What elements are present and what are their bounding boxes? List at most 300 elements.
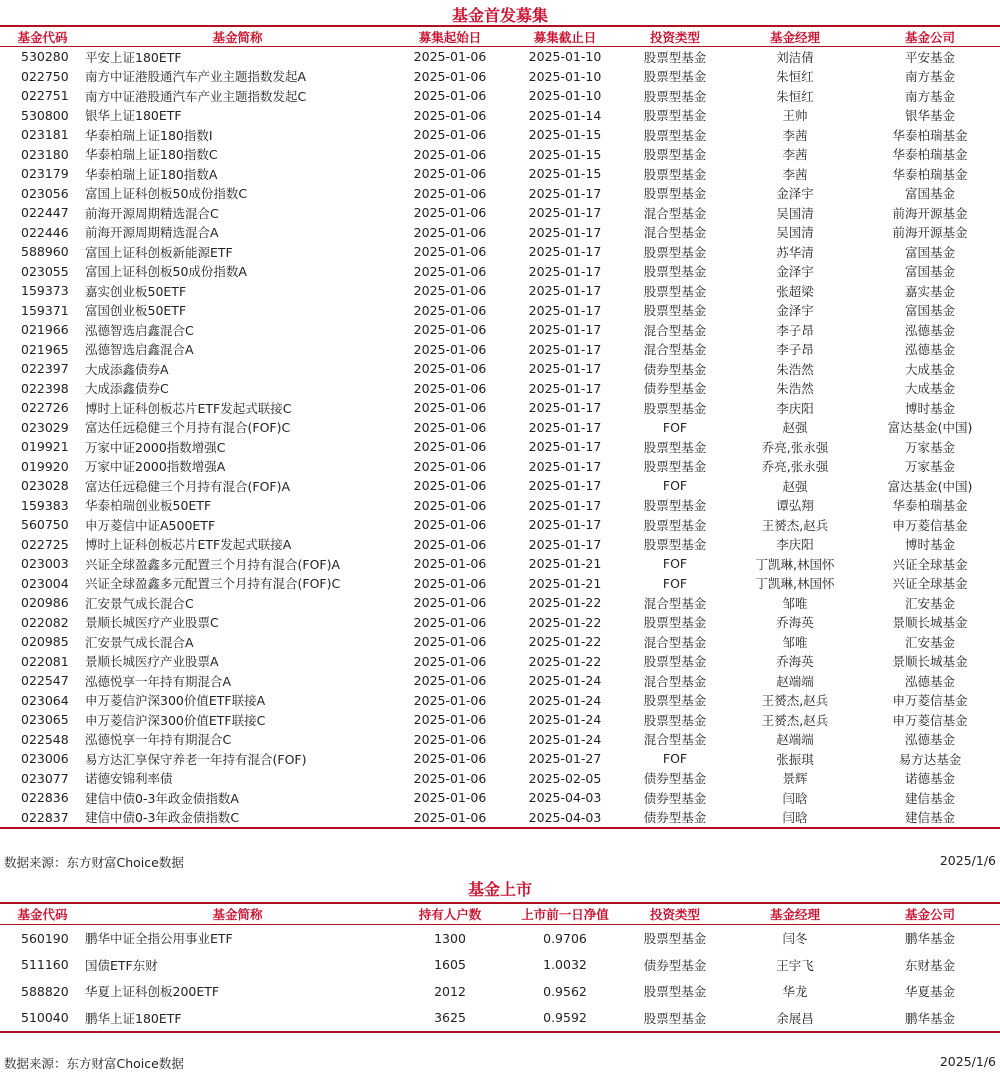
fund-code-cell: 159371 — [21, 302, 69, 318]
invest-type-cell: 股票型基金 — [643, 49, 707, 65]
fund-code-cell: 022547 — [21, 673, 69, 689]
fund-name-cell: 泓德智选启鑫混合A — [85, 342, 194, 358]
company-cell: 汇安基金 — [904, 634, 955, 650]
invest-type-cell: 股票型基金 — [643, 984, 707, 1000]
invest-type-cell: 股票型基金 — [643, 186, 707, 202]
end-date-cell: 2025-01-21 — [528, 556, 602, 572]
fund-code-cell: 022750 — [21, 68, 69, 84]
table-row — [0, 262, 1000, 282]
fund-name-cell: 华泰柏瑞上证180指数A — [85, 166, 218, 182]
manager-cell: 余展昌 — [776, 1010, 814, 1026]
start-date-cell: 2025-01-06 — [413, 634, 487, 650]
table-row — [0, 145, 1000, 165]
company-cell: 景顺长城基金 — [892, 654, 968, 670]
company-cell: 泓德基金 — [904, 342, 955, 358]
manager-cell: 赵强 — [782, 420, 808, 436]
end-date-cell: 2025-04-03 — [528, 809, 602, 825]
invest-type-cell: 股票型基金 — [643, 517, 707, 533]
manager-cell: 吴国清 — [776, 225, 814, 241]
fund-code-cell: 588960 — [21, 244, 69, 260]
fund-code-cell: 023056 — [21, 185, 69, 201]
manager-cell: 闫晗 — [782, 810, 808, 826]
invest-type-cell: 债券型基金 — [643, 957, 707, 973]
company-cell: 华泰柏瑞基金 — [892, 498, 968, 514]
invest-type-cell: FOF — [662, 478, 688, 494]
start-date-cell: 2025-01-06 — [413, 49, 487, 65]
fund-name-cell: 兴证全球盈鑫多元配置三个月持有混合(FOF)A — [85, 556, 341, 572]
manager-cell: 乔海英 — [776, 654, 814, 670]
end-date-cell: 2025-01-10 — [528, 49, 602, 65]
table-row — [0, 437, 1000, 457]
invest-type-cell: 股票型基金 — [643, 283, 707, 299]
launch-date: 2025/1/6 — [939, 853, 996, 868]
end-date-cell: 2025-04-03 — [528, 790, 602, 806]
manager-cell: 赵端端 — [776, 673, 814, 689]
start-date-cell: 2025-01-06 — [413, 497, 487, 513]
start-date-cell: 2025-01-06 — [413, 380, 487, 396]
end-date-cell: 2025-01-17 — [528, 224, 602, 240]
company-cell: 泓德基金 — [904, 322, 955, 338]
table-row — [0, 86, 1000, 106]
fund-code-cell: 023004 — [21, 575, 69, 591]
fund-code-cell: 022726 — [21, 400, 69, 416]
manager-cell: 金泽宇 — [776, 264, 814, 280]
manager-cell: 赵强 — [782, 478, 808, 494]
launch-table — [0, 25, 1000, 829]
end-date-cell: 2025-01-22 — [528, 614, 602, 630]
end-date-cell: 2025-01-24 — [528, 692, 602, 708]
company-cell: 前海开源基金 — [892, 225, 968, 241]
start-date-cell: 2025-01-06 — [413, 458, 487, 474]
manager-cell: 朱浩然 — [776, 361, 814, 377]
table-row — [0, 242, 1000, 262]
fund-code-cell: 022397 — [21, 361, 69, 377]
holders-cell: 2012 — [434, 983, 466, 999]
end-date-cell: 2025-01-24 — [528, 712, 602, 728]
invest-type-cell: 混合型基金 — [643, 732, 707, 748]
invest-type-cell: 股票型基金 — [643, 244, 707, 260]
table-row — [0, 47, 1000, 67]
invest-type-cell: 股票型基金 — [643, 712, 707, 728]
start-date-cell: 2025-01-06 — [413, 712, 487, 728]
fund-code-cell: 560190 — [21, 930, 69, 946]
manager-cell: 李子昂 — [776, 342, 814, 358]
end-date-cell: 2025-01-17 — [528, 497, 602, 513]
end-date-cell: 2025-01-17 — [528, 400, 602, 416]
company-cell: 平安基金 — [904, 49, 955, 65]
fund-name-cell: 申万菱信中证A500ETF — [85, 517, 216, 533]
company-cell: 大成基金 — [904, 361, 955, 377]
start-date-cell: 2025-01-06 — [413, 556, 487, 572]
end-date-cell: 2025-01-17 — [528, 458, 602, 474]
manager-cell: 华龙 — [782, 984, 808, 1000]
fund-code-cell: 023064 — [21, 692, 69, 708]
manager-cell: 乔海英 — [776, 615, 814, 631]
company-cell: 富国基金 — [904, 244, 955, 260]
fund-code-cell: 020985 — [21, 634, 69, 650]
listing-table — [0, 902, 1000, 1033]
header-end-date: 募集截止日 — [533, 29, 597, 45]
start-date-cell: 2025-01-06 — [413, 224, 487, 240]
header-fund-code: 基金代码 — [17, 29, 68, 45]
fund-code-cell: 022447 — [21, 205, 69, 221]
fund-code-cell: 159373 — [21, 283, 69, 299]
manager-cell: 邹唯 — [782, 634, 808, 650]
prev-nav-cell: 0.9562 — [543, 983, 587, 999]
start-date-cell: 2025-01-06 — [413, 322, 487, 338]
start-date-cell: 2025-01-06 — [413, 673, 487, 689]
invest-type-cell: 债券型基金 — [643, 790, 707, 806]
company-cell: 万家基金 — [904, 439, 955, 455]
company-cell: 嘉实基金 — [904, 283, 955, 299]
listing-date: 2025/1/6 — [939, 1054, 996, 1069]
company-cell: 博时基金 — [904, 400, 955, 416]
company-cell: 富达基金(中国) — [887, 420, 973, 436]
manager-cell: 闫冬 — [782, 931, 808, 947]
table-row — [0, 281, 1000, 301]
table-row — [0, 613, 1000, 633]
end-date-cell: 2025-01-17 — [528, 205, 602, 221]
header-invest-type: 投资类型 — [649, 29, 700, 45]
fund-code-cell: 022837 — [21, 809, 69, 825]
fund-name-cell: 前海开源周期精选混合C — [85, 205, 219, 221]
invest-type-cell: 债券型基金 — [643, 771, 707, 787]
header-start-date: 募集起始日 — [418, 29, 482, 45]
fund-code-cell: 560750 — [21, 517, 69, 533]
invest-type-cell: 混合型基金 — [643, 225, 707, 241]
fund-name-cell: 博时上证科创板芯片ETF发起式联接C — [85, 400, 292, 416]
table-row — [0, 476, 1000, 496]
start-date-cell: 2025-01-06 — [413, 790, 487, 806]
manager-cell: 张超梁 — [776, 283, 814, 299]
fund-name-cell: 汇安景气成长混合A — [85, 634, 194, 650]
fund-code-cell: 530800 — [21, 107, 69, 123]
prev-nav-cell: 0.9706 — [543, 930, 587, 946]
fund-code-cell: 588820 — [21, 983, 69, 999]
fund-name-cell: 富国创业板50ETF — [85, 303, 187, 319]
start-date-cell: 2025-01-06 — [413, 478, 487, 494]
start-date-cell: 2025-01-06 — [413, 575, 487, 591]
company-cell: 易方达基金 — [898, 751, 962, 767]
table-row — [0, 223, 1000, 243]
company-cell: 富国基金 — [904, 303, 955, 319]
start-date-cell: 2025-01-06 — [413, 244, 487, 260]
table-row — [0, 164, 1000, 184]
invest-type-cell: 股票型基金 — [643, 69, 707, 85]
manager-cell: 李庆阳 — [776, 400, 814, 416]
start-date-cell: 2025-01-06 — [413, 731, 487, 747]
company-cell: 华泰柏瑞基金 — [892, 166, 968, 182]
manager-cell: 邹唯 — [782, 595, 808, 611]
invest-type-cell: 股票型基金 — [643, 88, 707, 104]
fund-code-cell: 510040 — [21, 1010, 69, 1026]
company-cell: 申万菱信基金 — [892, 712, 968, 728]
header-company: 基金公司 — [904, 29, 955, 45]
table-row — [0, 652, 1000, 672]
end-date-cell: 2025-01-17 — [528, 283, 602, 299]
company-cell: 大成基金 — [904, 381, 955, 397]
fund-name-cell: 泓德悦享一年持有期混合C — [85, 732, 232, 748]
manager-cell: 刘洁倩 — [776, 49, 814, 65]
end-date-cell: 2025-01-15 — [528, 166, 602, 182]
fund-code-cell: 019920 — [21, 458, 69, 474]
fund-code-cell: 022446 — [21, 224, 69, 240]
invest-type-cell: FOF — [662, 751, 688, 767]
launch-title: 基金首发募集 — [451, 6, 548, 25]
company-cell: 申万菱信基金 — [892, 693, 968, 709]
table-row — [0, 379, 1000, 399]
start-date-cell: 2025-01-06 — [413, 692, 487, 708]
invest-type-cell: 股票型基金 — [643, 439, 707, 455]
fund-name-cell: 申万菱信沪深300价值ETF联接A — [85, 693, 266, 709]
fund-name-cell: 鹏华上证180ETF — [85, 1010, 182, 1026]
header-manager: 基金经理 — [769, 907, 820, 922]
end-date-cell: 2025-01-15 — [528, 146, 602, 162]
fund-code-cell: 021965 — [21, 341, 69, 357]
end-date-cell: 2025-01-17 — [528, 263, 602, 279]
company-cell: 汇安基金 — [904, 595, 955, 611]
start-date-cell: 2025-01-06 — [413, 419, 487, 435]
start-date-cell: 2025-01-06 — [413, 127, 487, 143]
fund-name-cell: 银华上证180ETF — [85, 108, 182, 124]
listing-header-row — [0, 903, 1000, 925]
manager-cell: 王赟杰,赵兵 — [761, 517, 829, 533]
fund-code-cell: 023003 — [21, 556, 69, 572]
start-date-cell: 2025-01-06 — [413, 185, 487, 201]
end-date-cell: 2025-01-17 — [528, 341, 602, 357]
fund-name-cell: 富达任远稳健三个月持有混合(FOF)C — [85, 420, 291, 436]
fund-code-cell: 023028 — [21, 478, 69, 494]
fund-name-cell: 富国上证科创板新能源ETF — [85, 244, 233, 260]
start-date-cell: 2025-01-06 — [413, 341, 487, 357]
fund-name-cell: 华夏上证科创板200ETF — [85, 984, 220, 1000]
manager-cell: 赵端端 — [776, 732, 814, 748]
end-date-cell: 2025-01-22 — [528, 653, 602, 669]
fund-name-cell: 华泰柏瑞上证180指数C — [85, 147, 218, 163]
table-row — [0, 320, 1000, 340]
fund-code-cell: 023077 — [21, 770, 69, 786]
holders-cell: 1605 — [434, 957, 466, 973]
end-date-cell: 2025-01-10 — [528, 88, 602, 104]
company-cell: 华夏基金 — [904, 984, 955, 1000]
table-row — [0, 671, 1000, 691]
fund-name-cell: 富国上证科创板50成份指数C — [85, 186, 248, 202]
invest-type-cell: 股票型基金 — [643, 459, 707, 475]
fund-code-cell: 511160 — [21, 957, 69, 973]
invest-type-cell: 债券型基金 — [643, 810, 707, 826]
invest-type-cell: FOF — [662, 419, 688, 435]
fund-name-cell: 泓德悦享一年持有期混合A — [85, 673, 232, 689]
invest-type-cell: 债券型基金 — [643, 381, 707, 397]
company-cell: 南方基金 — [904, 69, 955, 85]
company-cell: 鹏华基金 — [904, 931, 955, 947]
fund-name-cell: 大成添鑫债券C — [85, 381, 169, 397]
table-row — [0, 301, 1000, 321]
table-row — [0, 593, 1000, 613]
manager-cell: 丁凯琳,林国怀 — [755, 576, 835, 592]
fund-code-cell: 021966 — [21, 322, 69, 338]
table-row — [0, 788, 1000, 808]
manager-cell: 苏华清 — [776, 244, 814, 260]
invest-type-cell: 混合型基金 — [643, 595, 707, 611]
invest-type-cell: FOF — [662, 556, 688, 572]
fund-name-cell: 富达任远稳健三个月持有混合(FOF)A — [85, 478, 291, 494]
table-row — [0, 691, 1000, 711]
start-date-cell: 2025-01-06 — [413, 88, 487, 104]
start-date-cell: 2025-01-06 — [413, 517, 487, 533]
table-row — [0, 730, 1000, 750]
invest-type-cell: 股票型基金 — [643, 108, 707, 124]
manager-cell: 李茜 — [782, 166, 808, 182]
fund-name-cell: 易方达汇享保守养老一年持有混合(FOF) — [85, 751, 307, 767]
invest-type-cell: 股票型基金 — [643, 166, 707, 182]
launch-header-row — [0, 26, 1000, 47]
manager-cell: 王赟杰,赵兵 — [761, 693, 829, 709]
fund-code-cell: 023179 — [21, 166, 69, 182]
company-cell: 银华基金 — [904, 108, 955, 124]
table-row — [0, 925, 1000, 952]
end-date-cell: 2025-01-17 — [528, 536, 602, 552]
invest-type-cell: 债券型基金 — [643, 361, 707, 377]
table-row — [0, 203, 1000, 223]
end-date-cell: 2025-01-17 — [528, 185, 602, 201]
company-cell: 富达基金(中国) — [887, 478, 973, 494]
end-date-cell: 2025-01-22 — [528, 595, 602, 611]
start-date-cell: 2025-01-06 — [413, 536, 487, 552]
fund-name-cell: 诺德安锦利率债 — [85, 771, 173, 787]
manager-cell: 王宇飞 — [776, 957, 814, 973]
start-date-cell: 2025-01-06 — [413, 653, 487, 669]
company-cell: 申万菱信基金 — [892, 517, 968, 533]
table-row — [0, 184, 1000, 204]
fund-name-cell: 南方中证港股通汽车产业主题指数发起C — [85, 88, 307, 104]
header-holders: 持有人户数 — [418, 907, 482, 922]
company-cell: 富国基金 — [904, 264, 955, 280]
invest-type-cell: 股票型基金 — [643, 147, 707, 163]
table-row — [0, 515, 1000, 535]
fund-name-cell: 鹏华中证全指公用事业ETF — [85, 931, 233, 947]
table-row — [0, 125, 1000, 145]
manager-cell: 吴国清 — [776, 205, 814, 221]
fund-name-cell: 嘉实创业板50ETF — [85, 283, 187, 299]
listing-source: 数据来源：东方财富Choice数据 — [4, 1056, 184, 1071]
listing-title: 基金上市 — [467, 880, 532, 899]
fund-name-cell: 兴证全球盈鑫多元配置三个月持有混合(FOF)C — [85, 576, 341, 592]
invest-type-cell: 股票型基金 — [643, 264, 707, 280]
invest-type-cell: 股票型基金 — [643, 1010, 707, 1026]
fund-code-cell: 022751 — [21, 88, 69, 104]
end-date-cell: 2025-01-15 — [528, 127, 602, 143]
manager-cell: 朱恒红 — [776, 69, 814, 85]
company-cell: 景顺长城基金 — [892, 615, 968, 631]
manager-cell: 李茜 — [782, 127, 808, 143]
fund-name-cell: 万家中证2000指数增强A — [85, 459, 226, 475]
manager-cell: 朱浩然 — [776, 381, 814, 397]
end-date-cell: 2025-01-24 — [528, 673, 602, 689]
manager-cell: 金泽宇 — [776, 303, 814, 319]
end-date-cell: 2025-01-17 — [528, 439, 602, 455]
table-row — [0, 359, 1000, 379]
fund-code-cell: 023065 — [21, 712, 69, 728]
start-date-cell: 2025-01-06 — [413, 166, 487, 182]
table-row — [0, 769, 1000, 789]
invest-type-cell: 混合型基金 — [643, 673, 707, 689]
manager-cell: 乔亮,张永强 — [761, 439, 829, 455]
invest-type-cell: 混合型基金 — [643, 634, 707, 650]
start-date-cell: 2025-01-06 — [413, 361, 487, 377]
fund-name-cell: 博时上证科创板芯片ETF发起式联接A — [85, 537, 292, 553]
table-row — [0, 632, 1000, 652]
fund-name-cell: 建信中债0-3年政金债指数A — [85, 790, 239, 806]
fund-code-cell: 023029 — [21, 419, 69, 435]
invest-type-cell: 股票型基金 — [643, 615, 707, 631]
start-date-cell: 2025-01-06 — [413, 809, 487, 825]
start-date-cell: 2025-01-06 — [413, 770, 487, 786]
fund-code-cell: 022548 — [21, 731, 69, 747]
holders-cell: 1300 — [434, 930, 466, 946]
table-row — [0, 340, 1000, 360]
end-date-cell: 2025-01-10 — [528, 68, 602, 84]
end-date-cell: 2025-01-17 — [528, 361, 602, 377]
end-date-cell: 2025-01-27 — [528, 751, 602, 767]
invest-type-cell: 股票型基金 — [643, 303, 707, 319]
end-date-cell: 2025-01-17 — [528, 380, 602, 396]
fund-name-cell: 景顺长城医疗产业股票A — [85, 654, 219, 670]
invest-type-cell: 混合型基金 — [643, 322, 707, 338]
table-row — [0, 952, 1000, 979]
header-manager: 基金经理 — [769, 29, 820, 45]
company-cell: 博时基金 — [904, 537, 955, 553]
invest-type-cell: 股票型基金 — [643, 654, 707, 670]
fund-code-cell: 023180 — [21, 146, 69, 162]
prev-nav-cell: 0.9592 — [543, 1010, 587, 1026]
start-date-cell: 2025-01-06 — [413, 283, 487, 299]
start-date-cell: 2025-01-06 — [413, 302, 487, 318]
manager-cell: 闫晗 — [782, 790, 808, 806]
invest-type-cell: 股票型基金 — [643, 127, 707, 143]
invest-type-cell: 混合型基金 — [643, 342, 707, 358]
fund-name-cell: 景顺长城医疗产业股票C — [85, 615, 219, 631]
invest-type-cell: 混合型基金 — [643, 205, 707, 221]
table-row — [0, 398, 1000, 418]
start-date-cell: 2025-01-06 — [413, 205, 487, 221]
invest-type-cell: 股票型基金 — [643, 498, 707, 514]
manager-cell: 李茜 — [782, 147, 808, 163]
end-date-cell: 2025-01-17 — [528, 419, 602, 435]
company-cell: 南方基金 — [904, 88, 955, 104]
invest-type-cell: 股票型基金 — [643, 931, 707, 947]
manager-cell: 王帅 — [782, 108, 808, 124]
end-date-cell: 2025-01-22 — [528, 634, 602, 650]
company-cell: 华泰柏瑞基金 — [892, 127, 968, 143]
invest-type-cell: 股票型基金 — [643, 537, 707, 553]
fund-code-cell: 022082 — [21, 614, 69, 630]
company-cell: 诺德基金 — [904, 771, 955, 787]
header-fund-code: 基金代码 — [17, 907, 68, 922]
company-cell: 富国基金 — [904, 186, 955, 202]
header-fund-name: 基金简称 — [212, 29, 263, 45]
fund-code-cell: 022725 — [21, 536, 69, 552]
company-cell: 兴证全球基金 — [892, 576, 968, 592]
fund-code-cell: 023181 — [21, 127, 69, 143]
invest-type-cell: 股票型基金 — [643, 400, 707, 416]
start-date-cell: 2025-01-06 — [413, 146, 487, 162]
fund-name-cell: 南方中证港股通汽车产业主题指数发起A — [85, 69, 307, 85]
end-date-cell: 2025-01-24 — [528, 731, 602, 747]
fund-code-cell: 020986 — [21, 595, 69, 611]
fund-name-cell: 平安上证180ETF — [85, 49, 182, 65]
end-date-cell: 2025-01-17 — [528, 478, 602, 494]
